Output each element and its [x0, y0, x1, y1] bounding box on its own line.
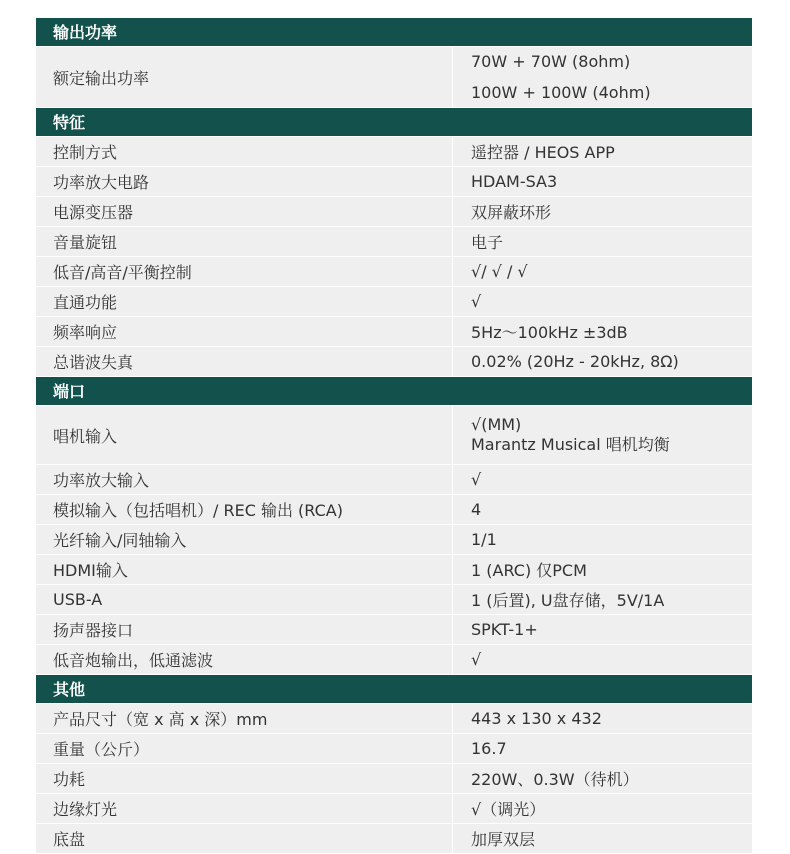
spec-row — [36, 287, 752, 317]
spec-value — [453, 317, 752, 346]
spec-row — [36, 167, 752, 197]
spec-value — [453, 257, 752, 286]
spec-value-line: 加厚双层 — [471, 830, 536, 849]
spec-row — [36, 495, 752, 525]
spec-value-line: √/ √ / √ — [471, 262, 528, 281]
spec-row — [36, 47, 752, 108]
spec-label: 额定输出功率 — [36, 47, 453, 107]
spec-value — [453, 645, 752, 674]
spec-row — [36, 317, 752, 347]
section-header: 特征 — [36, 108, 752, 137]
spec-value — [453, 197, 752, 226]
spec-value — [453, 47, 752, 107]
spec-label: 扬声器接口 — [36, 615, 453, 644]
spec-table — [36, 18, 752, 854]
section-header: 端口 — [36, 377, 752, 406]
spec-label: 底盘 — [36, 824, 453, 853]
spec-row — [36, 585, 752, 615]
spec-row — [36, 347, 752, 377]
spec-row — [36, 197, 752, 227]
spec-value — [453, 555, 752, 584]
spec-value — [453, 465, 752, 494]
spec-label: 频率响应 — [36, 317, 453, 346]
spec-label: 低音/高音/平衡控制 — [36, 257, 453, 286]
spec-value-line: 遥控器 / HEOS APP — [471, 143, 615, 162]
spec-row — [36, 227, 752, 257]
spec-label: 重量（公斤） — [36, 734, 453, 763]
spec-label: 产品尺寸（宽 x 高 x 深）mm — [36, 704, 453, 733]
section-header: 其他 — [36, 675, 752, 704]
spec-value — [453, 704, 752, 733]
spec-value — [453, 734, 752, 763]
spec-label: 模拟输入（包括唱机）/ REC 输出 (RCA) — [36, 495, 453, 524]
spec-value — [453, 525, 752, 554]
spec-value-line: 电子 — [471, 233, 504, 252]
spec-value-line: 1 (后置), U盘存储，5V/1A — [471, 591, 665, 610]
spec-row — [36, 764, 752, 794]
spec-label: 功耗 — [36, 764, 453, 793]
spec-value — [453, 347, 752, 376]
spec-label: 功率放大电路 — [36, 167, 453, 196]
spec-row — [36, 704, 752, 734]
spec-value-line: 16.7 — [471, 739, 507, 758]
spec-value-line: √(MM) — [471, 415, 522, 434]
spec-row — [36, 824, 752, 854]
spec-value-line: 1 (ARC) 仅PCM — [471, 561, 587, 580]
spec-value — [453, 794, 752, 823]
spec-label: 控制方式 — [36, 137, 453, 166]
spec-value-line: 4 — [471, 500, 482, 519]
spec-value — [453, 137, 752, 166]
spec-label: 低音炮输出，低通滤波 — [36, 645, 453, 674]
spec-label: 唱机输入 — [36, 406, 453, 464]
spec-value-line: 双屏蔽环形 — [471, 203, 552, 222]
spec-value — [453, 287, 752, 316]
spec-label: USB-A — [36, 585, 453, 614]
spec-value-line: Marantz Musical 唱机均衡 — [471, 435, 670, 454]
spec-row — [36, 645, 752, 675]
section-header: 输出功率 — [36, 18, 752, 47]
spec-value — [453, 495, 752, 524]
spec-row — [36, 525, 752, 555]
spec-value — [453, 406, 752, 464]
spec-value-line: SPKT-1+ — [471, 620, 538, 639]
spec-label: HDMI输入 — [36, 555, 453, 584]
spec-value — [453, 585, 752, 614]
spec-value-line: 220W、0.3W（待机） — [471, 770, 639, 789]
spec-row — [36, 137, 752, 167]
spec-label: 直通功能 — [36, 287, 453, 316]
spec-value-line: 0.02% (20Hz - 20kHz, 8Ω) — [471, 352, 679, 371]
spec-value-line: 443 x 130 x 432 — [471, 709, 602, 728]
spec-value-line: 100W + 100W (4ohm) — [471, 83, 651, 102]
spec-value — [453, 615, 752, 644]
spec-row — [36, 555, 752, 585]
spec-label: 总谐波失真 — [36, 347, 453, 376]
spec-row — [36, 734, 752, 764]
spec-value-line: √ — [471, 650, 482, 669]
spec-value — [453, 824, 752, 853]
spec-value-line: √ — [471, 292, 482, 311]
spec-row — [36, 257, 752, 287]
spec-value-line: 5Hz～100kHz ±3dB — [471, 323, 628, 342]
spec-row — [36, 794, 752, 824]
spec-value-line: 70W + 70W (8ohm) — [471, 52, 631, 71]
spec-value — [453, 764, 752, 793]
spec-label: 功率放大输入 — [36, 465, 453, 494]
spec-value-line: √ — [471, 470, 482, 489]
spec-label: 音量旋钮 — [36, 227, 453, 256]
spec-value-line: √（调光） — [471, 800, 546, 819]
spec-label: 光纤输入/同轴输入 — [36, 525, 453, 554]
spec-label: 电源变压器 — [36, 197, 453, 226]
spec-row — [36, 615, 752, 645]
spec-value — [453, 167, 752, 196]
spec-label: 边缘灯光 — [36, 794, 453, 823]
spec-value — [453, 227, 752, 256]
spec-row — [36, 465, 752, 495]
spec-value-line: HDAM-SA3 — [471, 172, 558, 191]
spec-row — [36, 406, 752, 465]
spec-value-line: 1/1 — [471, 530, 497, 549]
